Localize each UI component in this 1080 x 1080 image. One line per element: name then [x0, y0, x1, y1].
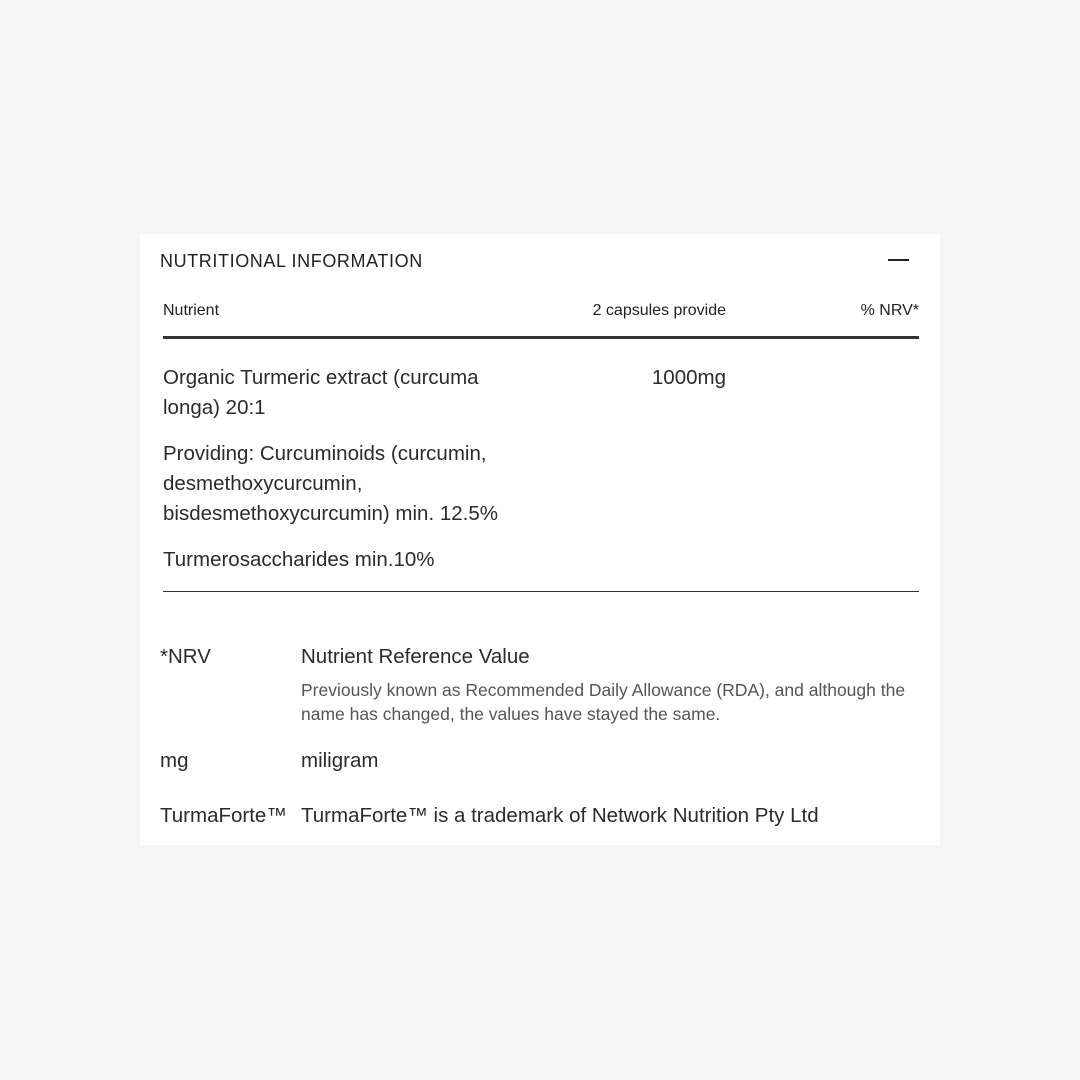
panel-header[interactable] — [160, 250, 920, 272]
table-row — [163, 363, 919, 423]
glossary-term: TurmaForte™ — [160, 804, 287, 827]
nutrient-amount: 1000mg — [651, 366, 726, 389]
table-header — [163, 296, 919, 339]
glossary-term: mg — [160, 749, 189, 772]
column-header-amount: 2 capsules provide — [592, 302, 726, 319]
table-row — [163, 439, 919, 529]
panel-title: NUTRITIONAL INFORMATION — [160, 251, 423, 271]
glossary-item — [160, 746, 920, 801]
glossary-term: *NRV — [160, 645, 211, 668]
glossary-definition: miligram — [301, 749, 379, 772]
column-header-nrv: % NRV* — [860, 302, 919, 319]
glossary — [160, 642, 920, 831]
column-header-nutrient: Nutrient — [163, 302, 220, 319]
nutrient-name: Organic Turmeric extract (curcuma longa) 20:1 — [163, 366, 479, 419]
glossary-item — [160, 642, 920, 746]
table-row — [163, 545, 919, 575]
nutrition-table — [163, 296, 919, 592]
nutrient-name: Turmerosaccharides min.10% — [163, 548, 435, 571]
glossary-note: Previously known as Recommended Daily Allowance (RDA), and although the name has changed, the values have stayed the same. — [301, 680, 906, 724]
nutrition-panel — [140, 234, 940, 845]
glossary-definition: Nutrient Reference Value — [301, 645, 530, 668]
glossary-definition-block — [301, 642, 920, 746]
glossary-definition: TurmaForte™ is a trademark of Network Nutrition Pty Ltd — [301, 804, 819, 827]
collapse-button[interactable] — [888, 250, 910, 272]
table-body — [163, 339, 919, 592]
minus-icon — [888, 259, 909, 261]
glossary-item — [160, 801, 920, 831]
nutrient-name: Providing: Curcuminoids (curcumin, desmethoxycurcumin, bisdesmethoxycurcumin) min. 12.5% — [163, 442, 498, 525]
